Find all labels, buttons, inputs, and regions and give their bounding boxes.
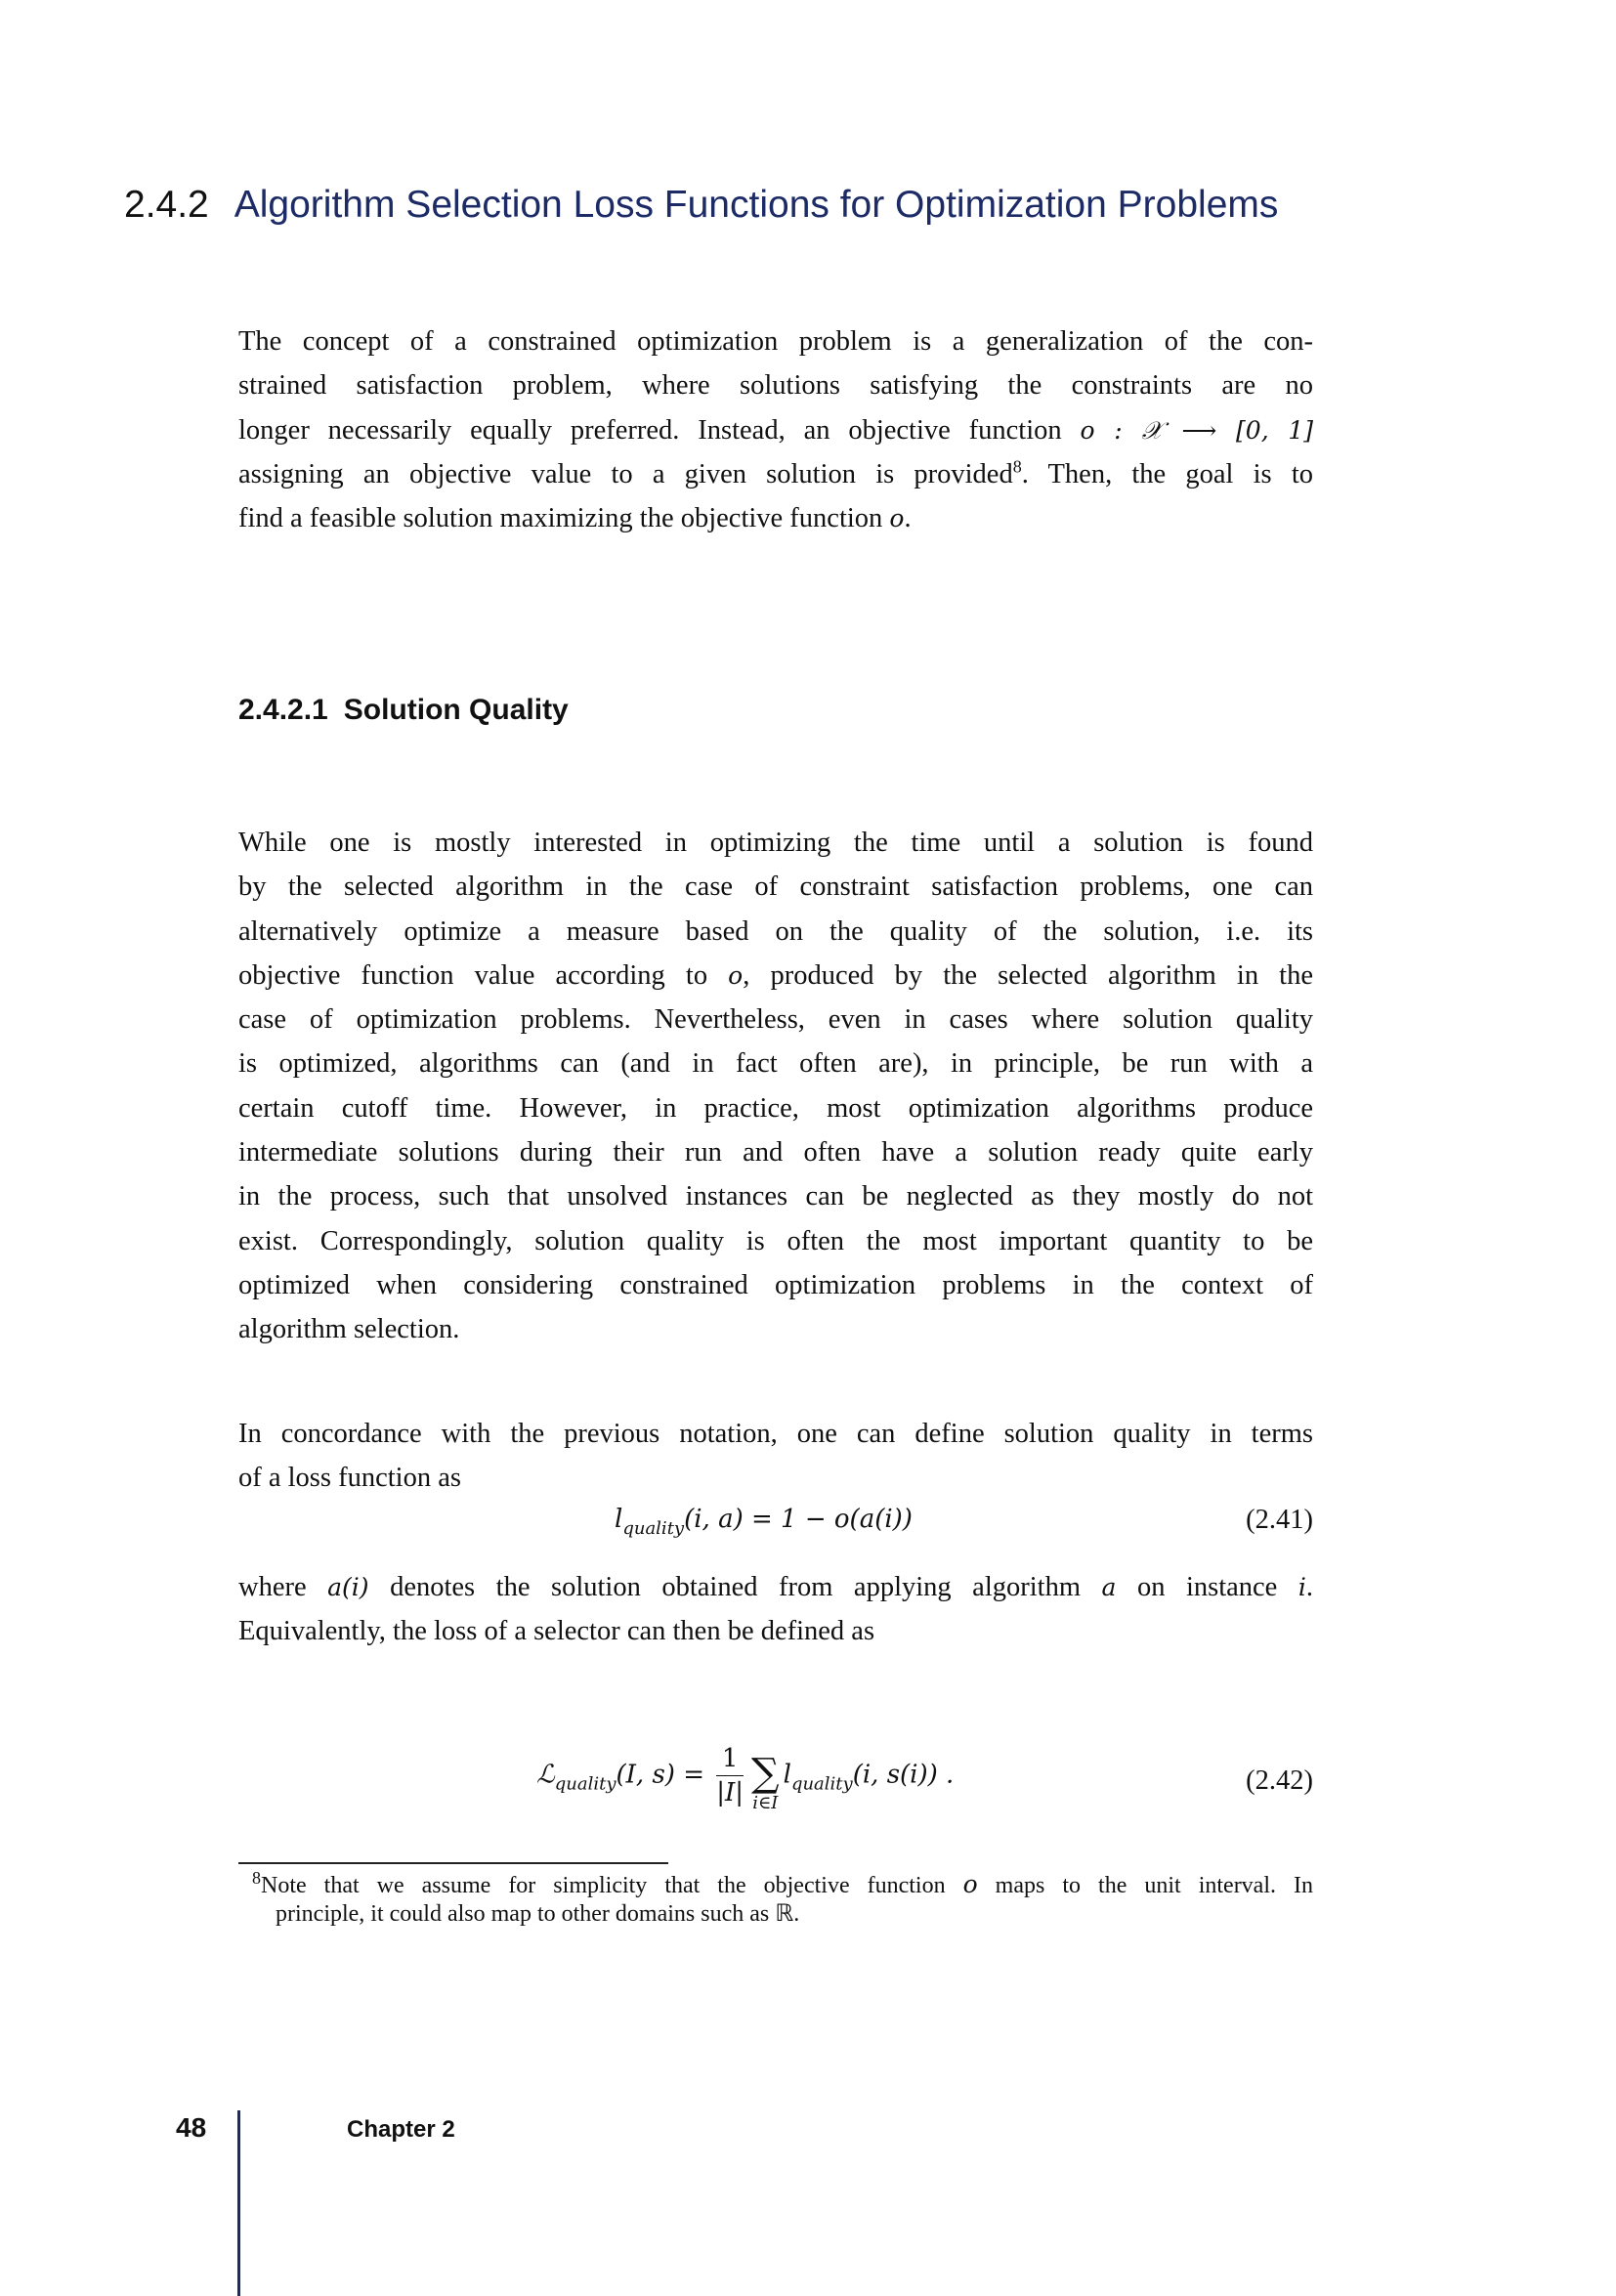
eq-subscript: quality — [554, 1773, 617, 1795]
text-segment: Note that we assume for simplicity that the objective function — [261, 1873, 963, 1898]
text-line — [238, 821, 1313, 865]
summation — [751, 1750, 780, 1814]
numerator: 1 — [716, 1742, 744, 1776]
footnote-marker: 8 — [1012, 456, 1022, 477]
text-segment: alternatively optimize a measure based on the quality of the solution, i.e. its — [238, 915, 1313, 947]
inline-math: o : 𝒳 ⟶ [0, 1] — [1080, 415, 1313, 445]
equation-2-41 — [238, 1503, 1313, 1561]
text-line — [238, 1456, 1313, 1500]
equation-2-42 — [238, 1734, 1313, 1832]
text-line — [238, 1307, 1313, 1351]
paragraph-where — [238, 1565, 1313, 1654]
text-line — [238, 954, 1313, 998]
text-segment: principle, it could also map to other domains such as ℝ. — [276, 1901, 800, 1927]
inline-math: o — [889, 504, 905, 533]
section-number: 2.4.2 — [124, 184, 209, 226]
page-number: 48 — [176, 2112, 207, 2143]
text-segment: on instance — [1116, 1572, 1298, 1602]
text-line — [238, 496, 1313, 540]
text-segment: . Then, the goal is to — [1021, 458, 1314, 489]
sum-limit: i∈I — [752, 1792, 779, 1813]
text-segment: . — [1305, 1572, 1313, 1602]
equation-number: (2.42) — [1246, 1765, 1313, 1796]
running-footer-chapter: Chapter 2 — [347, 2116, 455, 2143]
inline-math: o — [962, 1870, 978, 1898]
text-segment: maps to the unit interval. In — [977, 1873, 1314, 1898]
equation-body — [536, 1742, 955, 1813]
text-line — [238, 408, 1313, 452]
text-line — [238, 998, 1313, 1042]
text-line — [238, 1412, 1313, 1456]
footnote-marker: 8 — [252, 1868, 261, 1888]
inline-math: a(i) — [327, 1573, 369, 1601]
eq-args: (I, s) = — [616, 1760, 704, 1790]
text-segment: . — [904, 503, 912, 534]
sum-symbol: ∑ — [751, 1750, 780, 1796]
text-segment: While one is mostly interested in optimizing the time until a solution is found — [238, 828, 1313, 858]
text-segment: denotes the solution obtained from applying algorithm — [368, 1572, 1102, 1602]
text-segment: certain cutoff time. However, in practice, most optimization algorithms produce — [238, 1092, 1313, 1124]
text-segment: strained satisfaction problem, where solutions satisfying the constraints are no — [238, 370, 1313, 402]
inline-math: o — [728, 960, 744, 990]
eq-subscript: quality — [622, 1518, 685, 1539]
eq-symbol: l — [615, 1505, 623, 1534]
footnote — [238, 1870, 1313, 1929]
text-line — [238, 1130, 1313, 1174]
text-segment: assigning an objective value to a given solution is provided — [238, 458, 1013, 489]
fraction — [716, 1742, 744, 1809]
text-line — [238, 452, 1313, 496]
text-line — [238, 1174, 1313, 1218]
text-line — [238, 1609, 1313, 1653]
text-line — [238, 1086, 1313, 1130]
text-line — [238, 1219, 1313, 1263]
text-segment: optimized when considering constrained optimization problems in the context of — [238, 1269, 1313, 1300]
text-segment: is optimized, algorithms can (and in fact often are), in principle, be run with a — [238, 1048, 1313, 1080]
eq-args: (i, a) = 1 − o(a(i)) — [684, 1505, 913, 1534]
eq-term-subscript: quality — [790, 1773, 853, 1795]
equation-number: (2.41) — [1246, 1505, 1313, 1535]
paragraph-intro — [238, 319, 1313, 540]
text-line — [238, 1870, 1313, 1899]
text-segment: intermediate solutions during their run and often have a solution ready quite early — [238, 1137, 1313, 1169]
footnote-rule — [238, 1862, 668, 1864]
paragraph-solution-quality — [238, 821, 1313, 1352]
text-segment: exist. Correspondingly, solution quality is often the most important quantity to be — [238, 1225, 1313, 1256]
subsection-heading — [238, 694, 569, 727]
equation-body — [615, 1505, 913, 1539]
text-segment: in the process, such that unsolved instances can be neglected as they mostly do not — [238, 1181, 1313, 1212]
eq-term-args: (i, s(i)) . — [852, 1760, 955, 1790]
paragraph-notation — [238, 1412, 1313, 1501]
text-segment: find a feasible solution maximizing the objective function — [238, 503, 890, 534]
text-line — [238, 1263, 1313, 1307]
subsection-number: 2.4.2.1 — [238, 694, 328, 726]
inline-math: a — [1101, 1573, 1117, 1601]
text-segment: In concordance with the previous notation, one can define solution quality in terms — [238, 1419, 1313, 1449]
text-line — [238, 910, 1313, 954]
text-segment: algorithm selection. — [238, 1314, 460, 1345]
section-title: Algorithm Selection Loss Functions for Optimization Problems — [234, 184, 1279, 226]
subsection-title: Solution Quality — [343, 694, 569, 726]
section-heading — [124, 184, 1278, 227]
text-segment: The concept of a constrained optimization problem is a generalization of the con- — [238, 326, 1313, 357]
inline-math: i — [1297, 1573, 1306, 1601]
text-line — [238, 319, 1313, 363]
text-segment: case of optimization problems. Nevertheless, even in cases where solution quality — [238, 1004, 1313, 1036]
denominator: |I| — [716, 1778, 744, 1807]
text-line — [238, 1042, 1313, 1085]
eq-term: l — [783, 1760, 791, 1790]
text-segment: , produced by the selected algorithm in the — [743, 959, 1313, 991]
text-segment: Equivalently, the loss of a selector can then be defined as — [238, 1616, 875, 1647]
text-segment: longer necessarily equally preferred. Instead, an objective function — [238, 414, 1081, 446]
text-line — [238, 363, 1313, 407]
text-segment: where — [238, 1572, 328, 1602]
eq-symbol: ℒ — [536, 1760, 555, 1790]
text-segment: of a loss function as — [238, 1463, 461, 1494]
text-line — [238, 865, 1313, 909]
text-segment: objective function value according to — [238, 959, 729, 991]
text-line — [238, 1899, 1313, 1929]
margin-rule — [237, 2110, 240, 2296]
text-segment: by the selected algorithm in the case of constraint satisfaction problems, one can — [238, 872, 1313, 903]
text-line — [238, 1565, 1313, 1609]
